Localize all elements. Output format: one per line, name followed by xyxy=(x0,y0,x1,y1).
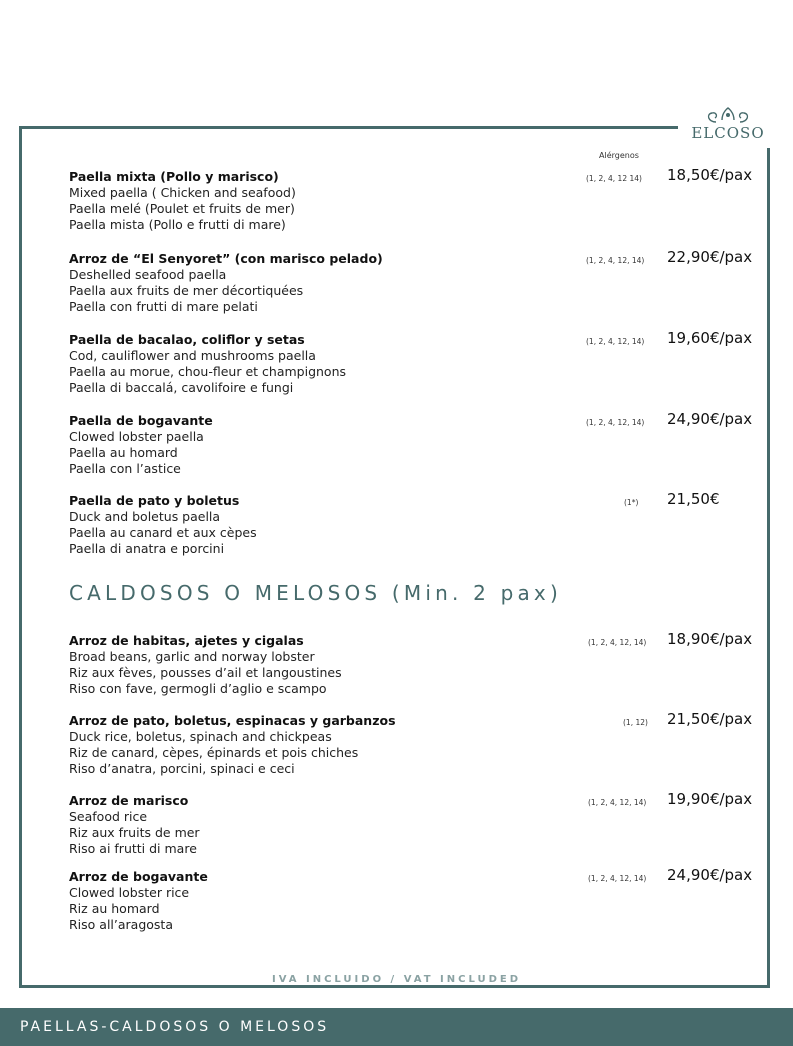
dish-translation: Paella au homard xyxy=(69,445,178,460)
dish-translation: Paella con l’astice xyxy=(69,461,181,476)
dish-translation: Paella au canard et aux cèpes xyxy=(69,525,257,540)
price: 24,90€/pax xyxy=(667,410,753,428)
menu-item xyxy=(69,413,769,477)
allergens: (1, 2, 4, 12 14) xyxy=(586,174,642,183)
menu-item xyxy=(69,869,769,933)
menu-item xyxy=(69,169,769,233)
dish-translation: Paella con frutti di mare pelati xyxy=(69,299,258,314)
menu-item xyxy=(69,793,769,857)
price: 21,50€/pax xyxy=(667,710,753,728)
dish-translation: Riz aux fèves, pousses d’ail et langoustines xyxy=(69,665,342,680)
allergens: (1, 2, 4, 12, 14) xyxy=(586,256,645,265)
dish-name: Paella de bacalao, coliflor y setas xyxy=(69,332,305,347)
dish-translation: Deshelled seafood paella xyxy=(69,267,227,282)
dish-translation: Riso ai frutti di mare xyxy=(69,841,197,856)
dish-translation: Clowed lobster paella xyxy=(69,429,204,444)
dish-translation: Mixed paella ( Chicken and seafood) xyxy=(69,185,296,200)
dish-name: Arroz de “El Senyoret” (con marisco pelado) xyxy=(69,251,383,266)
price: 24,90€/pax xyxy=(667,866,753,884)
dish-translation: Riz aux fruits de mer xyxy=(69,825,200,840)
dish-translation: Seafood rice xyxy=(69,809,148,824)
dish-translation: Cod, cauliflower and mushrooms paella xyxy=(69,348,316,363)
dish-translation: Paella di anatra e porcini xyxy=(69,541,225,556)
logo xyxy=(678,104,778,148)
price: 19,60€/pax xyxy=(667,329,753,347)
allergens: (1, 2, 4, 12, 14) xyxy=(586,337,645,346)
price: 21,50€ xyxy=(667,490,720,508)
dish-name: Arroz de habitas, ajetes y cigalas xyxy=(69,633,304,648)
dish-translation: Riso all’aragosta xyxy=(69,917,173,932)
allergens: (1, 12) xyxy=(623,718,648,727)
logo-ornament-icon xyxy=(678,104,778,126)
allergens: (1*) xyxy=(624,498,639,507)
menu-item xyxy=(69,633,769,697)
dish-translation: Paella di baccalá, cavolifoire e fungi xyxy=(69,380,294,395)
allergens-header: Alérgenos xyxy=(599,151,639,160)
dish-name: Paella de bogavante xyxy=(69,413,213,428)
allergens: (1, 2, 4, 12, 14) xyxy=(586,418,645,427)
dish-translation: Paella au morue, chou-fleur et champignons xyxy=(69,364,347,379)
price: 22,90€/pax xyxy=(667,248,753,266)
allergens: (1, 2, 4, 12, 14) xyxy=(588,638,647,647)
price: 19,90€/pax xyxy=(667,790,753,808)
price: 18,50€/pax xyxy=(667,166,753,184)
dish-name: Arroz de pato, boletus, espinacas y garbanzos xyxy=(69,713,396,728)
dish-translation: Clowed lobster rice xyxy=(69,885,190,900)
allergens: (1, 2, 4, 12, 14) xyxy=(588,874,647,883)
dish-translation: Riso d’anatra, porcini, spinaci e ceci xyxy=(69,761,295,776)
menu-item xyxy=(69,251,769,315)
menu-item xyxy=(69,332,769,396)
dish-translation: Paella aux fruits de mer décortiquées xyxy=(69,283,304,298)
dish-translation: Paella melé (Poulet et fruits de mer) xyxy=(69,201,295,216)
dish-translation: Paella mista (Pollo e frutti di mare) xyxy=(69,217,286,232)
section-title: CALDOSOS O MELOSOS (Min. 2 pax) xyxy=(69,581,562,605)
menu-item xyxy=(69,713,769,777)
dish-name: Paella de pato y boletus xyxy=(69,493,240,508)
dish-translation: Riz de canard, cèpes, épinards et pois chiches xyxy=(69,745,359,760)
allergens: (1, 2, 4, 12, 14) xyxy=(588,798,647,807)
dish-name: Arroz de marisco xyxy=(69,793,189,808)
logo-text: ELCOSO xyxy=(691,124,765,142)
dish-name: Arroz de bogavante xyxy=(69,869,208,884)
dish-translation: Broad beans, garlic and norway lobster xyxy=(69,649,315,664)
footer-title: PAELLAS-CALDOSOS O MELOSOS xyxy=(20,1019,330,1035)
vat-note: IVA INCLUIDO / VAT INCLUDED xyxy=(271,974,522,985)
dish-name: Paella mixta (Pollo y marisco) xyxy=(69,169,279,184)
dish-translation: Riso con fave, germogli d’aglio e scampo xyxy=(69,681,327,696)
dish-translation: Duck rice, boletus, spinach and chickpeas xyxy=(69,729,332,744)
price: 18,90€/pax xyxy=(667,630,753,648)
footer-bar xyxy=(0,1008,793,1046)
dish-translation: Riz au homard xyxy=(69,901,160,916)
dish-translation: Duck and boletus paella xyxy=(69,509,221,524)
menu-item xyxy=(69,493,769,557)
